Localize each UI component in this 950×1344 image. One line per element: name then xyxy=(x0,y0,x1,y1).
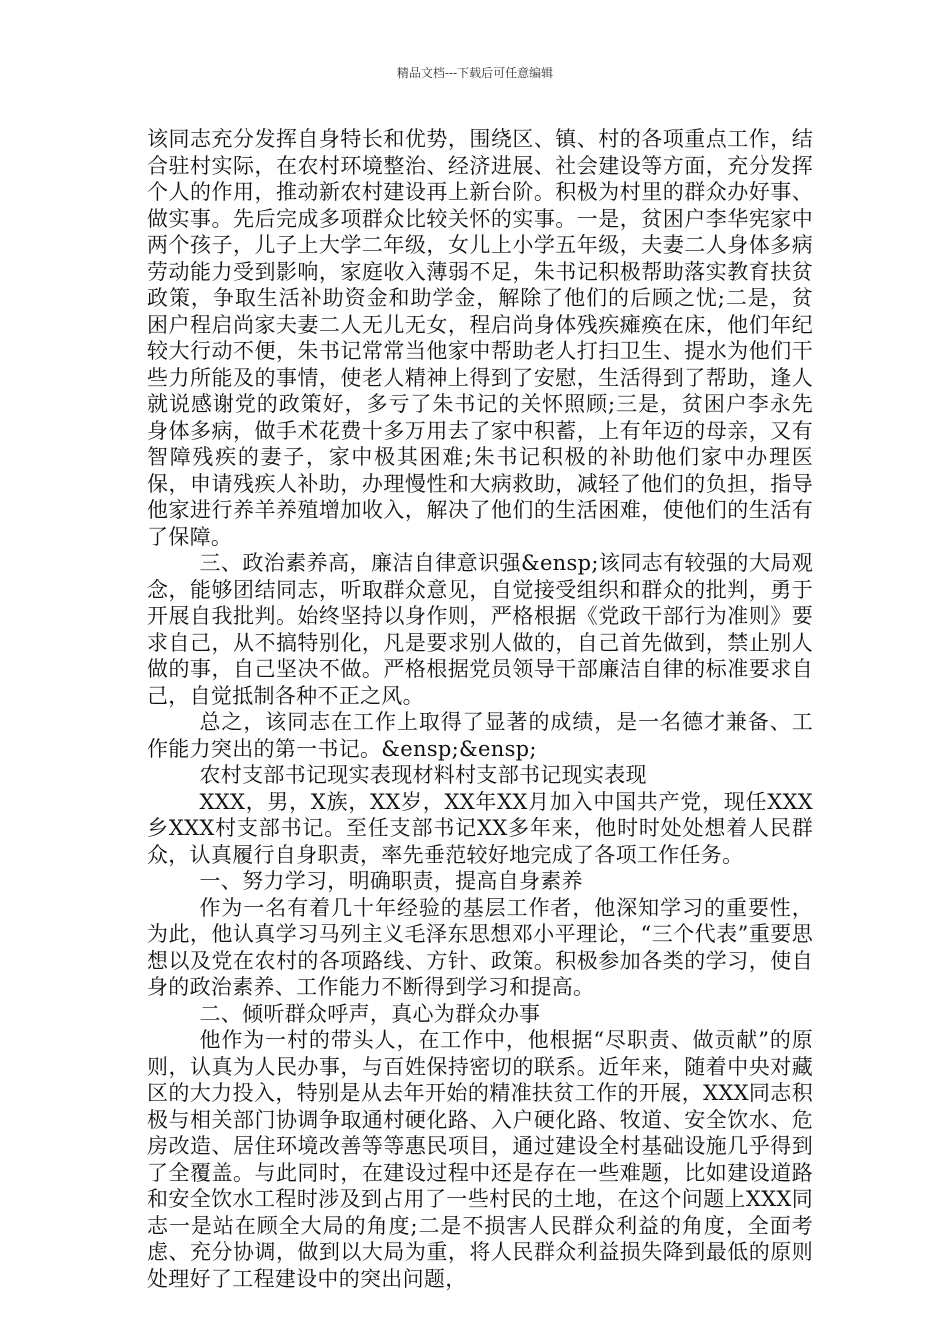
document-body xyxy=(147,126,813,1292)
paragraph-political-quality: 三、政治素养高，廉洁自律意识强&ensp;该同志有较强的大局观念，能够团结同志，听取群众意见，自觉接受组织和群众的批判，勇于开展自我批判。始终坚持以身作则，严格根据《党政干部行为准则》要求自己，从不搞特别化，凡是要求别人做的，自己首先做到，禁止别人做的事，自己坚决不做。严格根据党员领导干部廉洁自律的标准要求自己，自觉抵制各种不正之风。 xyxy=(147,551,813,708)
paragraph-listen: 他作为一村的带头人，在工作中，他根据“尽职责、做贡献”的原则，认真为人民办事，与百姓保持密切的联系。近年来，随着中央对藏区的大力投入，特别是从去年开始的精准扶贫工作的开展，XXX同志积极与相关部门协调争取通村硬化路、入户硬化路、牧道、安全饮水、危房改造、居住环境改善等等惠民项目，通过建设全村基础设施几乎得到了全覆盖。与此同时，在建设过程中还是存在一些难题，比如建设道路和安全饮水工程时涉及到占用了一些村民的土地，在这个问题上XXX同志一是站在顾全大局的角度;二是不损害人民群众利益的角度，全面考虑、充分协调，做到以大局为重，将人民群众利益损失降到最低的原则处理好了工程建设中的突出问题， xyxy=(147,1028,813,1291)
heading-listen: 二、倾听群众呼声，真心为群众办事 xyxy=(199,1001,541,1026)
section-title: 农村支部书记现实表现材料村支部书记现实表现 xyxy=(199,763,647,787)
paragraph-intro: XXX，男，X族，XX岁，XX年XX月加入中国共产党，现任XXX乡XXX村支部书记。至任支部书记XX多年来，他时时处处想着人民群众，认真履行自身职责，率先垂范较好地完成了各项工作任务。 xyxy=(147,789,813,867)
paragraph-achievements: 该同志充分发挥自身特长和优势，围绕区、镇、村的各项重点工作，结合驻村实际，在农村环境整治、经济进展、社会建设等方面，充分发挥个人的作用，推动新农村建设再上新台阶。积极为村里的群众办好事、做实事。先后完成多项群众比较关怀的实事。一是，贫困户李华宪家中两个孩子，儿子上大学二年级，女儿上小学五年级，夫妻二人身体多病劳动能力受到影响，家庭收入薄弱不足，朱书记积极帮助落实教育扶贫政策，争取生活补助资金和助学金，解除了他们的后顾之忧;二是，贫困户程启尚家夫妻二人无儿无女，程启尚身体残疾瘫痪在床，他们年纪较大行动不便，朱书记常常当他家中帮助老人打扫卫生、提水为他们干些力所能及的事情，使老人精神上得到了安慰，生活得到了帮助，逢人就说感谢党的政策好，多亏了朱书记的关怀照顾;三是，贫困户李永先身体多病，做手术花费十多万用去了家中积蓄，上有年迈的母亲，又有智障残疾的妻子，家中极其困难;朱书记积极的补助他们家中办理医保，申请残疾人补助，办理慢性和大病救助，减轻了他们的负担，指导他家进行养羊养殖增加收入，解决了他们的生活困难，使他们的生活有了保障。 xyxy=(147,127,813,549)
page-header: 精品文档---下载后可任意编辑 xyxy=(396,66,554,80)
paragraph-summary: 总之，该同志在工作上取得了显著的成绩，是一名德才兼备、工作能力突出的第一书记。&ensp;&ensp; xyxy=(147,710,813,761)
heading-study: 一、努力学习，明确职责，提高自身素养 xyxy=(199,869,583,893)
paragraph-study: 作为一名有着几十年经验的基层工作者，他深知学习的重要性，为此，他认真学习马列主义毛泽东思想邓小平理论，“三个代表”重要思想以及党在农村的各项路线、方针、政策。积极参加各类的学习，使自身的政治素养、工作能力不断得到学习和提高。 xyxy=(147,895,813,999)
